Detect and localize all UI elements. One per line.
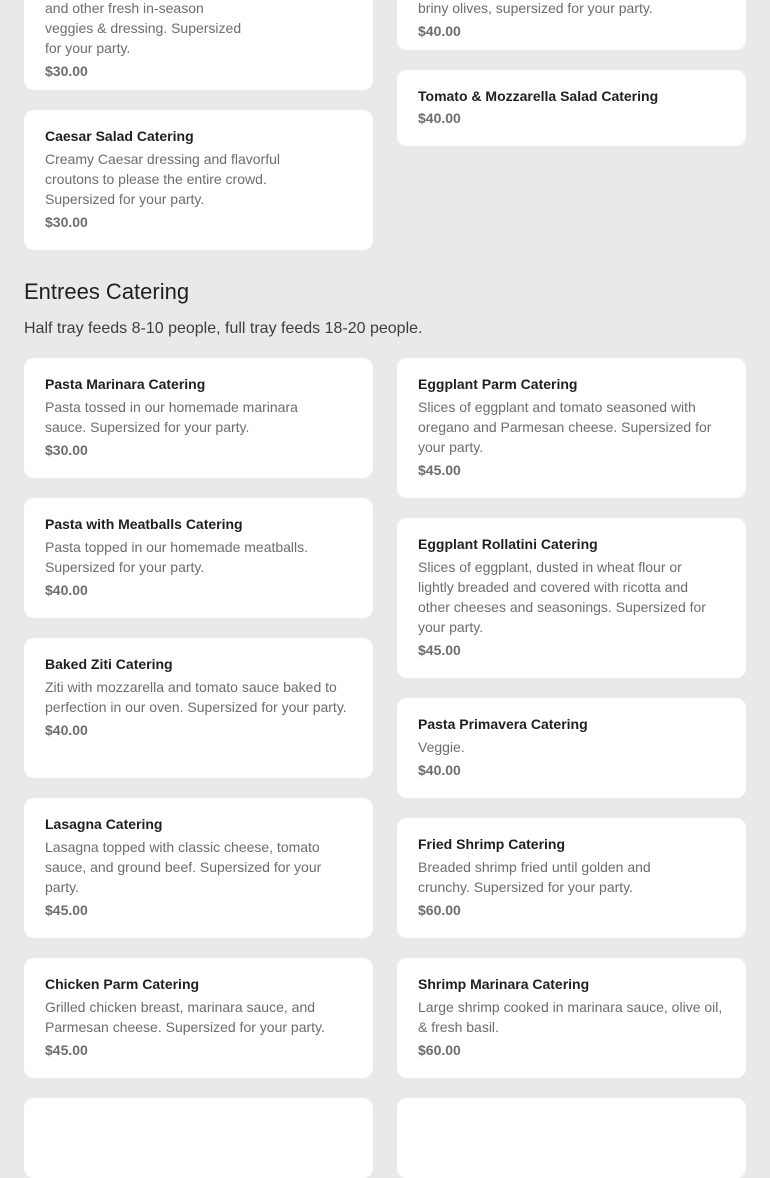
menu-item-description: Breaded shrimp fried until golden and crunchy. Supersized for your party. xyxy=(418,859,651,895)
menu-item-price: $40.00 xyxy=(45,582,88,598)
menu-item-price: $40.00 xyxy=(418,762,461,778)
menu-item-description: Slices of eggplant, dusted in wheat flour or lightly breaded and covered with ricotta and other cheeses and seasonings. Supersized for your party. xyxy=(418,559,706,635)
menu-item-price: $60.00 xyxy=(418,1042,461,1058)
menu-item-card[interactable] xyxy=(24,958,373,1078)
menu-item-price: $40.00 xyxy=(418,110,461,126)
menu-item-description: Pasta topped in our homemade meatballs. Supersized for your party. xyxy=(45,539,309,575)
menu-item-name: Shrimp Marinara Catering xyxy=(418,976,590,992)
menu-item-card[interactable] xyxy=(24,638,373,778)
menu-item-name: Pasta with Meatballs Catering xyxy=(45,516,243,532)
menu-item-card[interactable] xyxy=(24,110,373,250)
menu-item-price: $45.00 xyxy=(45,902,88,918)
menu-item-card[interactable] xyxy=(397,70,746,146)
menu-item-card[interactable] xyxy=(397,518,746,678)
menu-item-description: Grilled chicken breast, marinara sauce, and Parmesan cheese. Supersized for your party. xyxy=(45,999,325,1035)
menu-item-price: $45.00 xyxy=(45,1042,88,1058)
menu-item-price: $30.00 xyxy=(45,442,88,458)
menu-item-price: $30.00 xyxy=(45,63,88,79)
menu-item-description: Lasagna topped with classic cheese, tomato sauce, and ground beef. Supersized for your party. xyxy=(45,839,322,895)
menu-item-price: $30.00 xyxy=(45,214,88,230)
menu-item-card[interactable] xyxy=(24,798,373,938)
menu-item-card[interactable] xyxy=(24,0,373,90)
menu-item-card[interactable] xyxy=(397,1098,746,1178)
menu-item-name: Pasta Primavera Catering xyxy=(418,716,588,732)
menu-item-name: Caesar Salad Catering xyxy=(45,128,194,144)
menu-item-description: Large shrimp cooked in marinara sauce, olive oil, & fresh basil. xyxy=(418,999,723,1035)
menu-item-name: Tomato & Mozzarella Salad Catering xyxy=(418,88,659,104)
menu-item-name: Eggplant Parm Catering xyxy=(418,376,578,392)
menu-item-description: briny olives, supersized for your party. xyxy=(418,0,653,16)
menu-item-name: Chicken Parm Catering xyxy=(45,976,200,992)
menu-item-name: Pasta Marinara Catering xyxy=(45,376,206,392)
menu-item-card[interactable] xyxy=(397,958,746,1078)
menu-item-card[interactable] xyxy=(397,698,746,798)
menu-item-description: Ziti with mozzarella and tomato sauce baked to perfection in our oven. Supersized for your party. xyxy=(45,679,347,715)
menu-item-description: and other fresh in-season veggies & dressing. Supersized for your party. xyxy=(45,0,242,56)
menu-item-price: $60.00 xyxy=(418,902,461,918)
menu-item-price: $45.00 xyxy=(418,642,461,658)
menu-item-price: $40.00 xyxy=(45,722,88,738)
menu-item-price: $40.00 xyxy=(418,23,461,39)
menu-item-card[interactable] xyxy=(397,818,746,938)
menu-item-price: $45.00 xyxy=(418,462,461,478)
section-title: Entrees Catering xyxy=(24,279,190,304)
menu-item-description: Pasta tossed in our homemade marinara sauce. Supersized for your party. xyxy=(45,399,298,435)
menu-item-card[interactable] xyxy=(24,1098,373,1178)
menu-item-card[interactable] xyxy=(24,358,373,478)
menu-item-description: Creamy Caesar dressing and flavorful croutons to please the entire crowd. Supersized for your party. xyxy=(45,151,280,207)
menu-item-card[interactable] xyxy=(397,0,746,50)
menu-item-name: Lasagna Catering xyxy=(45,816,163,832)
section-subtitle: Half tray feeds 8-10 people, full tray feeds 18-20 people. xyxy=(24,320,423,337)
menu-item-name: Fried Shrimp Catering xyxy=(418,836,566,852)
menu-item-card[interactable] xyxy=(397,358,746,498)
menu-item-card[interactable] xyxy=(24,498,373,618)
menu-item-description: Veggie. xyxy=(418,739,465,755)
menu-item-description: Slices of eggplant and tomato seasoned with oregano and Parmesan cheese. Supersized for your party. xyxy=(418,399,712,455)
menu-item-name: Baked Ziti Catering xyxy=(45,656,173,672)
menu-item-name: Eggplant Rollatini Catering xyxy=(418,536,598,552)
